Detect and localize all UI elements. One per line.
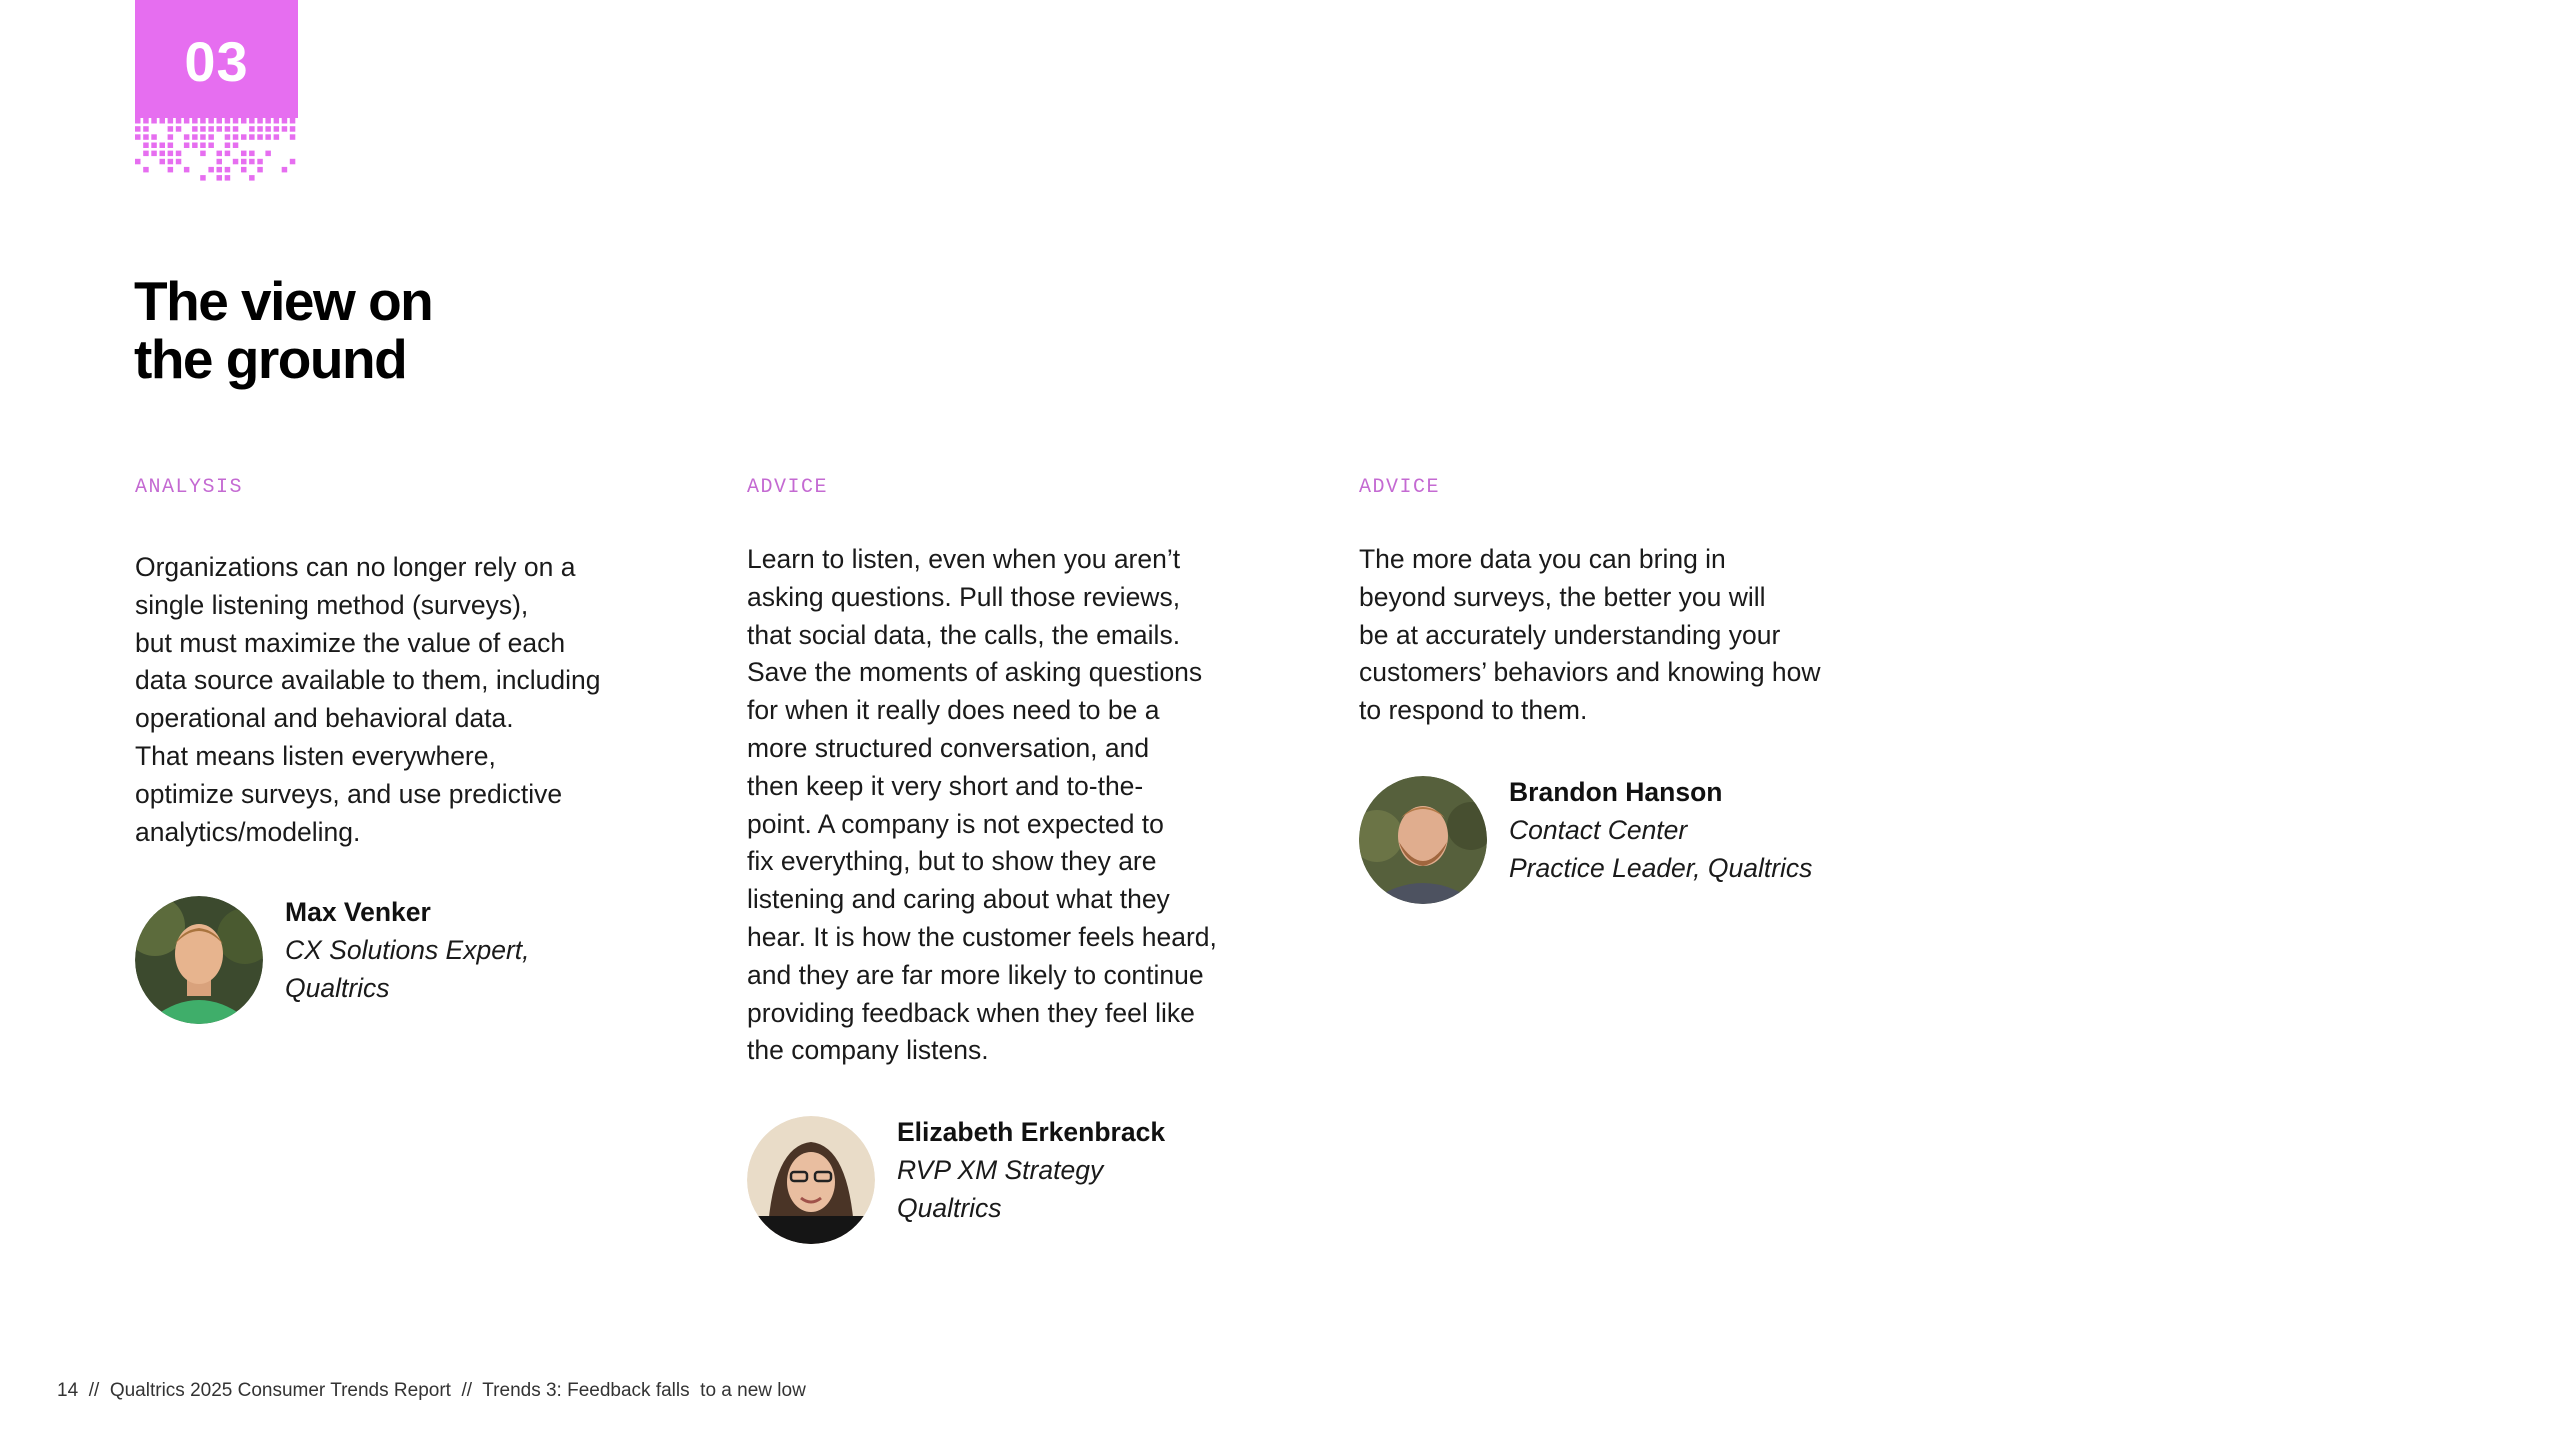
page-title-line-1: The view on: [134, 270, 433, 332]
author-name: Elizabeth Erkenbrack: [897, 1117, 1166, 1148]
author-card: [1359, 776, 1919, 904]
column-tag: ADVICE: [747, 476, 829, 499]
avatar: [135, 896, 263, 1024]
section-number-box: [135, 0, 298, 118]
section-number: 03: [184, 29, 249, 93]
page-title: [134, 272, 432, 388]
column-tag: ANALYSIS: [135, 476, 244, 499]
page-title-line-2: the ground: [134, 328, 407, 390]
author-role: RVP XM Strategy Qualtrics: [897, 1154, 1104, 1223]
author-card: [747, 1116, 1307, 1244]
quote-column-advice-2: [1359, 476, 1919, 904]
author-name: Brandon Hanson: [1509, 776, 1723, 807]
author-name: Max Venker: [285, 897, 431, 928]
author-role: Contact Center Practice Leader, Qualtrics: [1509, 814, 1813, 883]
avatar: [1359, 776, 1487, 904]
column-body-text: Learn to listen, even when you aren’t asking questions. Pull those reviews, that social data, the calls, the emails. Save the moments of asking questions for when it really does need to be a more structured conversation, and then keep it very short and to-the- point. A company is not expected to fix everything, but to show they are listening and caring about what they hear. It is how the customer feels heard, and they are far more likely to continue providing feedback when they feel like the company listens.: [747, 544, 1217, 1066]
column-body-text: The more data you can bring in beyond surveys, the better you will be at accurately understanding your customers’ behaviors and knowing how to respond to them.: [1359, 544, 1821, 726]
page-number: 14: [57, 1380, 79, 1401]
quote-column-advice-1: [747, 476, 1307, 1244]
footer-separator: //: [88, 1380, 100, 1401]
author-card: [135, 896, 695, 1024]
avatar: [747, 1116, 875, 1244]
section-badge: [135, 0, 298, 200]
page-footer: [57, 1380, 806, 1402]
column-body-text: Organizations can no longer rely on a single listening method (surveys), but must maximize the value of each data source available to them, including operational and behavioral data. That means listen everywhere, optimize surveys, and use predictive analytics/modeling.: [135, 552, 601, 847]
author-role: CX Solutions Expert, Qualtrics: [285, 935, 530, 1003]
report-title: Qualtrics 2025 Consumer Trends Report: [109, 1380, 451, 1401]
footer-separator: //: [461, 1380, 473, 1401]
quote-column-analysis: [135, 476, 695, 1024]
section-title: Trends 3: Feedback falls to a new low: [482, 1380, 806, 1401]
column-tag: ADVICE: [1359, 476, 1441, 499]
pixel-dissolve-pattern: [135, 118, 298, 200]
